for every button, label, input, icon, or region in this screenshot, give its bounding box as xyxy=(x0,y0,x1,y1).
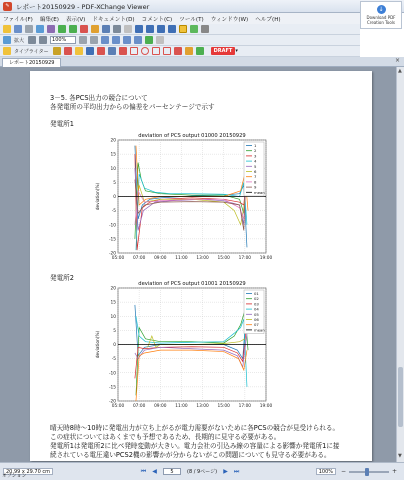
chart-plant1 xyxy=(90,129,290,263)
menu-tools[interactable]: ツール(T) xyxy=(179,16,204,23)
menu-help[interactable]: ヘルプ(H) xyxy=(255,16,281,23)
legend-label: 02 xyxy=(254,296,259,302)
legend-label: 5 xyxy=(254,163,257,169)
y-tick-label: -15 xyxy=(108,237,116,243)
legend-label: 2 xyxy=(254,148,257,154)
page-size-readout: 20.99 x 29.70 cm xyxy=(3,468,53,475)
first-page-icon[interactable] xyxy=(135,25,143,33)
pdf-page xyxy=(30,71,372,461)
x-tick-label: 19:00 xyxy=(259,404,273,409)
refresh-icon[interactable] xyxy=(145,36,153,44)
legend-label: 6 xyxy=(254,169,257,174)
status-zoom-value[interactable]: 100% xyxy=(316,468,336,475)
print-icon[interactable] xyxy=(25,25,33,33)
menu-edit[interactable]: 編集(E) xyxy=(39,16,59,23)
cloud-icon[interactable] xyxy=(163,47,171,55)
paragraph-line-4: 続されている電圧違いPCS2機の影響かが分からないがこの問題についても見守る必要がある。 xyxy=(50,451,331,459)
y-tick-label: 20 xyxy=(110,286,116,292)
legend-label: 07 xyxy=(254,322,259,328)
app-icon: ✎ xyxy=(3,2,12,11)
current-page-input[interactable]: 5 xyxy=(163,468,181,475)
note-icon[interactable] xyxy=(3,47,11,55)
first-page-button[interactable]: ⏮ xyxy=(140,468,147,475)
download-icon: ↓ xyxy=(378,6,384,13)
underline-icon[interactable] xyxy=(86,47,94,55)
email-icon[interactable] xyxy=(36,25,44,33)
y-tick-label: -20 xyxy=(108,399,116,405)
page-navigation xyxy=(138,468,242,475)
menu-view[interactable]: 表示(V) xyxy=(65,16,86,23)
save-icon[interactable] xyxy=(14,25,22,33)
text-box-icon[interactable] xyxy=(53,47,61,55)
paragraph-line-3: 発電所1は発電所2に比べ発時変動が大きい。電力会社の引込み線の容量による影響か発電所1に接 xyxy=(50,442,340,450)
x-tick-label: 05:00 xyxy=(111,404,125,409)
legend-label: 05 xyxy=(254,311,259,317)
continuous-facing-icon[interactable] xyxy=(134,36,142,44)
y-tick-label: -10 xyxy=(108,371,116,377)
vertical-scrollbar[interactable] xyxy=(396,67,404,462)
plant1-label: 発電所1 xyxy=(50,120,74,128)
options-button[interactable]: オプション xyxy=(2,473,27,479)
zoom-in-label[interactable]: 拡大 xyxy=(14,37,25,44)
stop-icon[interactable] xyxy=(80,25,88,33)
zoom-level-select[interactable]: 100% xyxy=(50,36,76,44)
x-tick-label: 11:00 xyxy=(175,256,188,261)
scrollbar-thumb[interactable] xyxy=(398,367,403,427)
y-tick-label: -5 xyxy=(111,209,116,215)
arrow-icon[interactable] xyxy=(119,47,127,55)
x-tick-label: 15:00 xyxy=(217,256,230,261)
menu-window[interactable]: ウィンドウ(W) xyxy=(210,16,249,23)
paragraph-line-2: この症状についてはあくまでも予想であるため、長期的に見守る必要がある。 xyxy=(50,433,281,441)
single-page-icon[interactable] xyxy=(101,36,109,44)
x-tick-label: 09:00 xyxy=(154,404,167,409)
zoom-toolbar xyxy=(0,35,360,46)
legend-label: 3 xyxy=(254,153,257,159)
fit-visible-icon[interactable] xyxy=(90,36,98,44)
window-title: レポート20150929 - PDF-XChange Viewer xyxy=(16,2,150,11)
scroll-up-icon[interactable]: ▲ xyxy=(398,68,402,74)
rectangle-icon[interactable] xyxy=(130,47,138,55)
snapshot-icon[interactable] xyxy=(113,25,121,33)
x-tick-label: 17:00 xyxy=(238,404,252,409)
x-tick-label: 05:00 xyxy=(111,256,125,261)
legend-label: 7 xyxy=(254,174,257,180)
last-page-button[interactable]: ⏭ xyxy=(233,468,240,475)
legend-label: 9 xyxy=(254,184,257,190)
x-tick-label: 13:00 xyxy=(196,404,209,409)
stamp-draft-button[interactable]: DRAFT xyxy=(211,47,236,55)
legend-label: 04 xyxy=(254,306,259,312)
actual-size-icon[interactable] xyxy=(39,36,47,44)
zoom-slider-knob[interactable] xyxy=(365,468,369,476)
next-page-button[interactable]: ▶ xyxy=(223,468,228,475)
legend-label: mean xyxy=(254,327,265,333)
find-icon[interactable] xyxy=(124,25,132,33)
download-tools-label: Download PDF Creation Tools xyxy=(366,15,396,25)
forward-icon[interactable] xyxy=(69,25,77,33)
rotate-icon[interactable] xyxy=(190,25,198,33)
menu-document[interactable]: ドキュメント(D) xyxy=(92,16,135,23)
comment-toolbar xyxy=(0,46,360,57)
zoom-control xyxy=(316,468,400,475)
layout-icon[interactable] xyxy=(156,36,164,44)
menu-bar xyxy=(0,13,360,24)
y-tick-label: 10 xyxy=(110,166,116,172)
y-tick-label: 15 xyxy=(110,152,116,158)
attach-icon[interactable] xyxy=(196,47,204,55)
legend-label: 01 xyxy=(254,291,259,296)
chart-plant2 xyxy=(90,277,290,411)
back-icon[interactable] xyxy=(58,25,66,33)
oval-icon[interactable] xyxy=(141,47,149,55)
hand-tool-icon[interactable] xyxy=(91,25,99,33)
zoom-in-button[interactable]: + xyxy=(391,468,398,475)
download-tools-button[interactable] xyxy=(360,1,402,29)
legend-label: 4 xyxy=(254,158,257,164)
zoom-out-icon[interactable] xyxy=(28,36,36,44)
fit-width-icon[interactable] xyxy=(79,36,87,44)
highlight-icon[interactable] xyxy=(179,25,187,33)
typewriter-label[interactable]: タイプライター xyxy=(14,48,49,55)
page-count: (8 / 9ページ) xyxy=(187,469,218,475)
facing-icon[interactable] xyxy=(123,36,131,44)
select-text-icon[interactable] xyxy=(102,25,110,33)
y-axis-label: deviation(%) xyxy=(96,330,101,359)
y-tick-label: -5 xyxy=(111,357,116,363)
fit-page-icon[interactable] xyxy=(201,25,209,33)
continuous-icon[interactable] xyxy=(112,36,120,44)
section-heading: 3－5. 各PCS出力の競合について xyxy=(50,94,148,102)
x-tick-label: 19:00 xyxy=(259,256,273,261)
y-tick-label: 0 xyxy=(113,343,116,348)
y-tick-label: -20 xyxy=(108,251,116,257)
y-tick-label: 15 xyxy=(110,300,116,306)
polygon-icon[interactable] xyxy=(152,47,160,55)
callout-icon[interactable] xyxy=(64,47,72,55)
zoom-in-icon[interactable] xyxy=(3,36,11,44)
x-tick-label: 17:00 xyxy=(238,256,252,261)
y-tick-label: 20 xyxy=(110,138,116,144)
scroll-down-icon[interactable]: ▼ xyxy=(398,453,402,459)
stamp-dropdown-icon[interactable]: ▾ xyxy=(235,48,238,54)
document-tab-strip xyxy=(0,57,404,67)
eraser-icon[interactable] xyxy=(185,47,193,55)
legend-label: 8 xyxy=(254,179,257,185)
title-bar xyxy=(0,0,404,13)
status-bar xyxy=(0,462,404,480)
highlight-text-icon[interactable] xyxy=(75,47,83,55)
strikeout-icon[interactable] xyxy=(97,47,105,55)
document-viewer[interactable] xyxy=(0,67,404,462)
open-icon[interactable] xyxy=(3,25,11,33)
line-icon[interactable] xyxy=(108,47,116,55)
y-tick-label: -10 xyxy=(108,223,116,229)
pencil-icon[interactable] xyxy=(174,47,182,55)
x-tick-label: 15:00 xyxy=(217,404,230,409)
next-page-icon[interactable] xyxy=(157,25,165,33)
prev-page-button[interactable]: ◀ xyxy=(152,468,157,475)
properties-icon[interactable] xyxy=(47,25,55,33)
y-tick-label: 5 xyxy=(113,180,116,186)
y-tick-label: 10 xyxy=(110,314,116,320)
paragraph-line-1: 晴天時8時～10時に発電出力が立ち上がるが電力需要がないために各PCSの競合が見受けられる。 xyxy=(50,424,340,432)
y-axis-label: deviation(%) xyxy=(96,182,101,211)
x-tick-label: 13:00 xyxy=(196,256,209,261)
menu-file[interactable]: ファイル(F) xyxy=(3,16,33,23)
y-tick-label: 5 xyxy=(113,328,116,334)
y-tick-label: -15 xyxy=(108,385,116,391)
legend-label: 06 xyxy=(254,317,259,322)
zoom-out-button[interactable]: − xyxy=(340,468,347,475)
y-tick-label: 0 xyxy=(113,195,116,200)
x-tick-label: 07:00 xyxy=(132,256,146,261)
x-tick-label: 11:00 xyxy=(175,404,188,409)
menu-comment[interactable]: コメント(C) xyxy=(141,16,173,23)
plant2-label: 発電所2 xyxy=(50,274,74,282)
zoom-slider[interactable] xyxy=(349,471,389,473)
intro-text: 各発電所の平均出力からの偏差をパーセンテージで示す xyxy=(50,103,215,111)
tab-report[interactable]: レポート20150929 xyxy=(2,58,61,67)
legend-label: 1 xyxy=(254,143,257,148)
chart-title: deviation of PCS output 01001 20150929 xyxy=(138,281,246,287)
prev-page-icon[interactable] xyxy=(146,25,154,33)
last-page-icon[interactable] xyxy=(168,25,176,33)
legend-label: mean xyxy=(254,189,265,195)
chart-title: deviation of PCS output 01000 20150929 xyxy=(138,133,246,139)
close-icon[interactable]: × xyxy=(394,57,400,64)
main-toolbar xyxy=(0,24,360,35)
x-tick-label: 09:00 xyxy=(154,256,167,261)
x-tick-label: 07:00 xyxy=(132,404,146,409)
legend-label: 03 xyxy=(254,301,259,307)
